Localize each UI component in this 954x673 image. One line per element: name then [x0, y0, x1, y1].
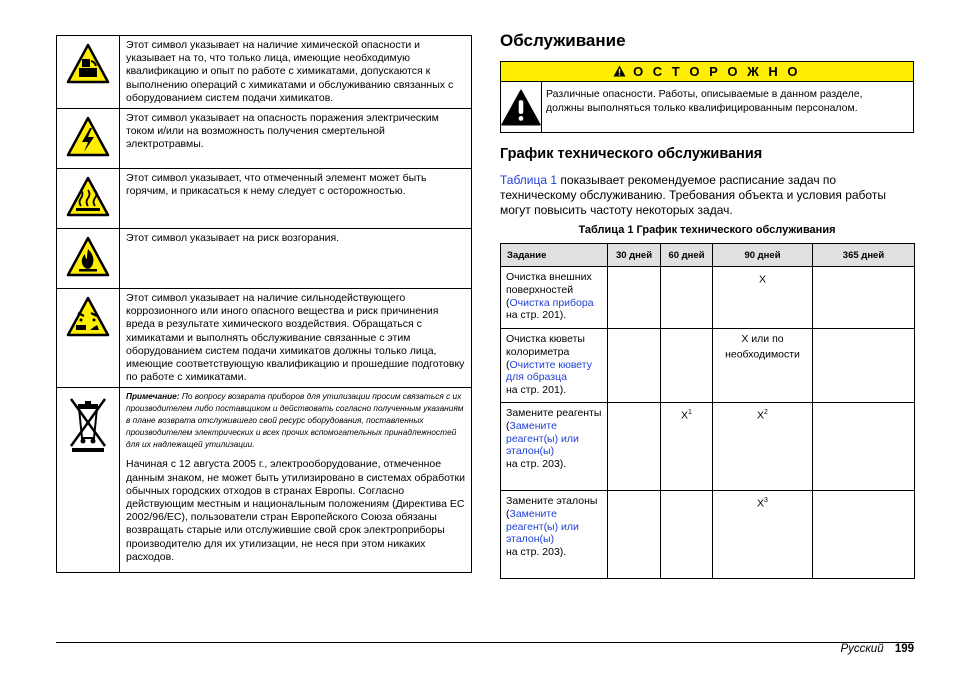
hot-surface-icon [66, 175, 110, 219]
hazard-row [57, 109, 472, 169]
hazard-symbols-table [56, 35, 472, 573]
warning-triangle-icon [501, 89, 541, 126]
cell-60 [661, 267, 713, 329]
page-footer [840, 643, 914, 655]
cell-365 [813, 267, 915, 329]
task-cell: Очистка кюветы колориметра (Очистите кювету для образца на стр. 201). [501, 329, 608, 403]
footer-language: Русский [840, 643, 884, 655]
cell-365 [813, 403, 915, 491]
warning-triangle-icon [613, 65, 626, 77]
intro-text: показывает рекомендуемое расписание задач по техническому обслуживанию. Требования объекта и условия работы могут повысить частоту некоторых задач. [500, 173, 886, 218]
table-caption: Таблица 1 График технического обслуживания [578, 224, 836, 236]
caution-text: Различные опасности. Работы, описываемые в данном разделе, должны выполняться только квалифицированным персоналом. [546, 88, 863, 114]
column-header: 60 дней [661, 244, 713, 267]
note-label: Примечание: [126, 391, 180, 402]
column-header: 30 дней [608, 244, 661, 267]
cell-90: $X^2$ [713, 403, 813, 491]
caution-label: О С Т О Р О Ж Н О [633, 64, 801, 79]
cell-365 [813, 491, 915, 579]
cell-60 [661, 329, 713, 403]
cell-30 [608, 329, 661, 403]
intro-paragraph [500, 173, 910, 219]
caution-header [501, 62, 913, 82]
table-row [501, 267, 915, 329]
electric-shock-icon [66, 115, 110, 159]
caution-box [500, 61, 914, 133]
hazard-text: Этот символ указывает на риск возгорания. [120, 229, 472, 289]
maintenance-schedule-table [500, 243, 915, 579]
hazard-row [57, 169, 472, 229]
hazard-text: Этот символ указывает на наличие химической опасности и указывает на то, что только лица, имеющие необходимую квалификацию и опыт по работе с химикатами, допускаются к выполнению операций с химикатами и обслуживанию связанных с оборудованием систем подачи химикатов. [120, 36, 472, 109]
cell-90: X или по необходимости [713, 329, 813, 403]
task-cell: Очистка внешних поверхностей (Очистка прибора на стр. 201). [501, 267, 608, 329]
cell-30 [608, 491, 661, 579]
table-row [501, 491, 915, 579]
weee-row [57, 388, 472, 573]
table-header-row [501, 244, 915, 267]
cell-30 [608, 403, 661, 491]
task-link[interactable]: Замените реагент(ы) или эталон(ы) [506, 419, 579, 458]
task-link[interactable]: Замените реагент(ы) или эталон(ы) [506, 507, 579, 546]
note-text: По вопросу возврата приборов для утилизации просим связаться с их производителем либо поставщиком и действовать согласно полученным указаниям в плане возврата отслужившего свой ресурс оборудования, поставленных производителем электрических и всех прочих вспомогательных принадлежностей для их надлежащей утилизации. [126, 391, 464, 449]
corrosive-icon [66, 295, 110, 339]
weee-note [126, 391, 465, 450]
cell-90: $X^3$ [713, 491, 813, 579]
crossed-bin-icon [66, 394, 110, 454]
hazard-row [57, 289, 472, 388]
chemical-hazard-icon [66, 42, 110, 86]
hazard-text: Этот символ указывает на опасность поражения электрическим током и/или на возможность получения смертельной электротравмы. [120, 109, 472, 169]
task-cell: Замените эталоны (Замените реагент(ы) или эталон(ы) на стр. 203). [501, 491, 608, 579]
column-header: Задание [501, 244, 608, 267]
column-header: 365 дней [813, 244, 915, 267]
cell-60: $X^1$ [661, 403, 713, 491]
table-row [501, 329, 915, 403]
task-link[interactable]: Очистите кювету для образца [506, 358, 592, 384]
hazard-text: Этот символ указывает на наличие сильнодействующего коррозионного или иного опасного вещества и риск причинения вреда в результате химического воздействия. Обращаться с химикатами и выполнять обслуживание связанные с этим оборудованием систем подачи химикатов должны только лица, имеющие соответствующую квалификацию и прошедшие подготовку по работе с химикатами. [120, 289, 472, 388]
hazard-row [57, 36, 472, 109]
cell-60 [661, 491, 713, 579]
table-link[interactable]: Таблица 1 [500, 173, 558, 187]
cell-30 [608, 267, 661, 329]
weee-body: Начиная с 12 августа 2005 г., электрооборудование, отмеченное данным знаком, не может быть утилизировано в системах обработки обычных городских отходов в странах Европы. Согласно действующим местным и национальным положениям (Директива ЕС 2002/96/EC), пользователи стран Европейского Союза обязаны возвращать старые или отслужившие свой срок электроприборы производителю для их утилизации, не неся при этом никаких расходов. [126, 458, 465, 563]
table-row [501, 403, 915, 491]
task-cell: Замените реагенты (Замените реагент(ы) или эталон(ы) на стр. 203). [501, 403, 608, 491]
column-header: 90 дней [713, 244, 813, 267]
section-title: Обслуживание [500, 31, 626, 50]
hazard-row [57, 229, 472, 289]
fire-hazard-icon [66, 235, 110, 279]
subsection-title: График технического обслуживания [500, 146, 763, 162]
footer-rule [56, 642, 914, 643]
hazard-text: Этот символ указывает, что отмеченный элемент может быть горячим, и прикасаться к нему следует с осторожностью. [120, 169, 472, 229]
cell-90: X [713, 267, 813, 329]
cell-365 [813, 329, 915, 403]
task-link[interactable]: Очистка прибора [509, 296, 594, 309]
page-number: 199 [894, 643, 914, 655]
